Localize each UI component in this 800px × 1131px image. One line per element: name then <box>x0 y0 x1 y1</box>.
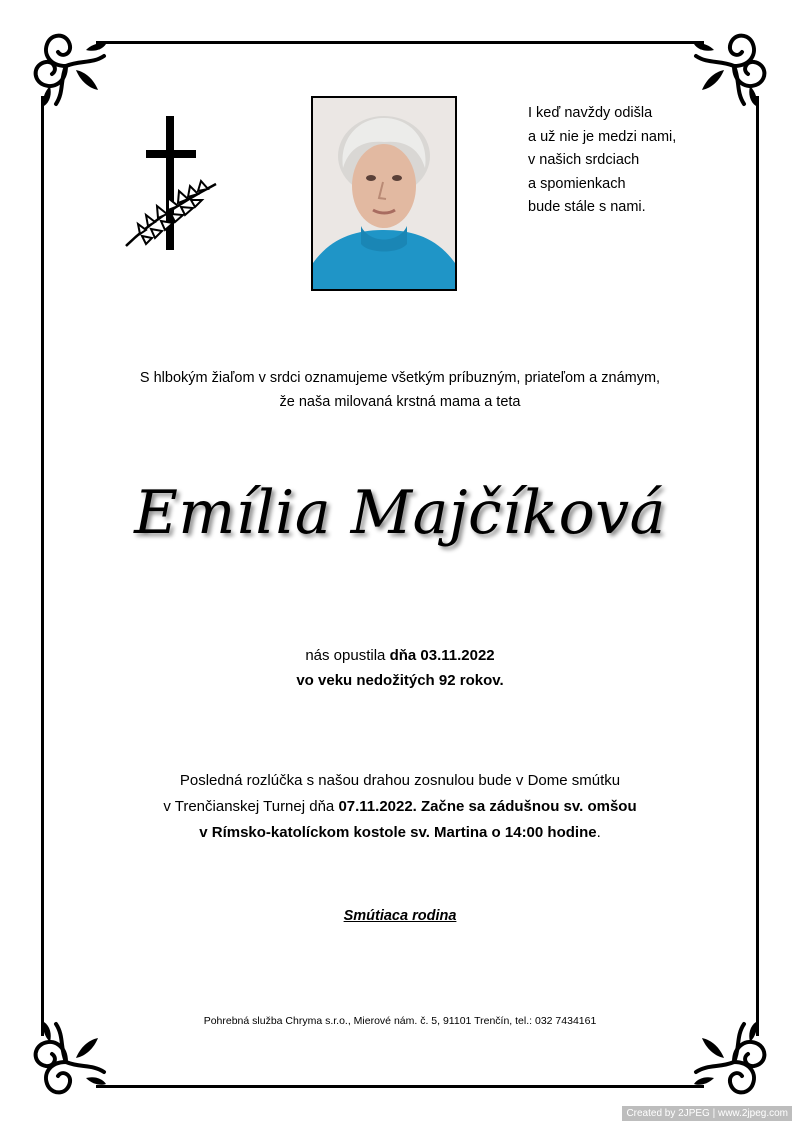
announcement-intro <box>0 366 800 414</box>
funeral-line-3-suffix: . <box>596 824 601 841</box>
poem-line: I keď navždy odišla <box>528 105 653 121</box>
portrait-illustration <box>313 98 455 289</box>
funeral-line-2-prefix: v Trenčianskej Turnej dňa <box>163 798 339 815</box>
corner-ornament-bottom-right <box>688 1016 780 1108</box>
corner-ornament-top-right <box>688 20 780 112</box>
cross-with-palm-branch-icon <box>118 112 228 257</box>
frame-bottom-line <box>96 1085 704 1088</box>
poem <box>528 102 676 220</box>
funeral-line-1: Posledná rozlúčka s našou drahou zosnulou bude v Dome smútku <box>179 772 621 789</box>
poem-line: a spomienkach <box>528 175 626 192</box>
funeral-line-2-bold: 07.11.2022. Začne sa zádušnou sv. omšou <box>338 798 637 815</box>
death-info <box>0 643 800 693</box>
poem-line: bude stále s nami. <box>528 199 646 215</box>
deceased-name: Emília Majčíková <box>134 478 666 548</box>
frame-top-line <box>96 41 704 44</box>
corner-ornament-top-left <box>20 20 112 112</box>
frame-left-line <box>41 96 44 1036</box>
intro-line-2: že naša milovaná krstná mama a teta <box>279 394 521 410</box>
death-date: dňa 03.11.2022 <box>389 647 495 664</box>
funeral-info <box>0 768 800 846</box>
signature: Smútiaca rodina <box>343 908 457 924</box>
portrait-photo <box>311 96 457 291</box>
death-age-text: vo veku nedožitých 92 rokov. <box>296 672 504 689</box>
funeral-service-footer: Pohrebná služba Chryma s.r.o., Mierové nám. č. 5, 91101 Trenčín, tel.: 032 7434161 <box>203 1015 597 1027</box>
corner-ornament-bottom-left <box>20 1016 112 1108</box>
watermark: Created by 2JPEG | www.2jpeg.com <box>622 1106 792 1121</box>
poem-line: v našich srdciach <box>528 152 640 168</box>
poem-line: a už nie je medzi nami, <box>528 128 677 145</box>
death-age <box>0 668 800 693</box>
funeral-line-2 <box>0 794 800 820</box>
funeral-line-3-bold: v Rímsko-katolíckom kostole sv. Martina o 14:00 hodine <box>199 824 597 841</box>
death-prefix: nás opustila <box>305 647 390 664</box>
intro-line-1: S hlbokým žiaľom v srdci oznamujeme všetkým príbuzným, priateľom a známym, <box>139 370 661 386</box>
death-date-line <box>0 643 800 668</box>
frame-right-line <box>756 96 759 1036</box>
funeral-line-3 <box>0 820 800 846</box>
